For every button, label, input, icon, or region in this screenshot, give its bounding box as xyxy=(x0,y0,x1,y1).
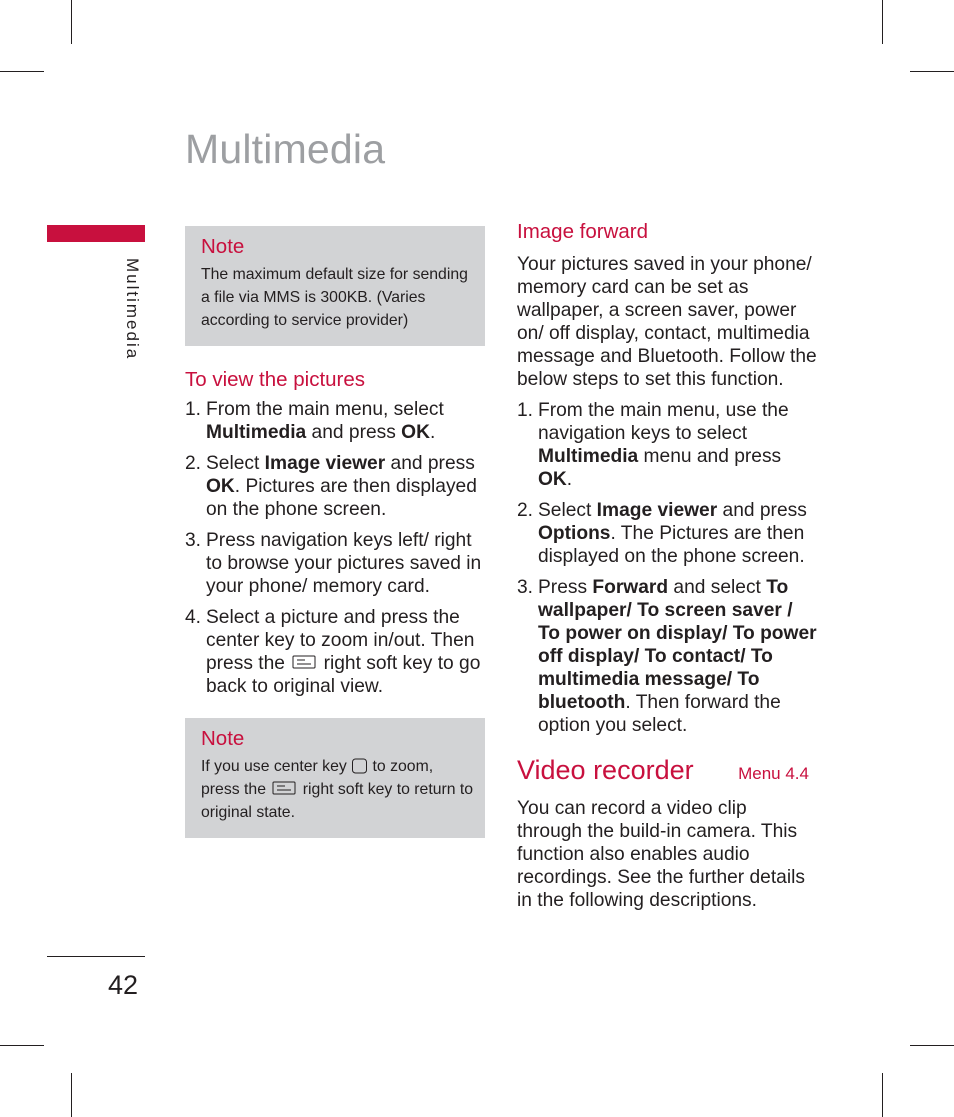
list-item: 2. Select Image viewer and press Options. The Pictures are then displayed on the phone screen. xyxy=(517,500,807,567)
soft-key-icon xyxy=(270,781,298,797)
right-column xyxy=(517,220,817,912)
video-recorder-title: Video recorder xyxy=(517,755,694,785)
note-title: Note xyxy=(201,727,245,750)
crop-mark xyxy=(882,1073,883,1117)
steps-list xyxy=(517,399,817,737)
section-tab-marker xyxy=(47,225,145,242)
side-section-label: Multimedia xyxy=(123,258,142,361)
section-intro: Your pictures saved in your phone/ memory card can be set as wallpaper, a screen saver, power on/ off display, contact, multimedia message and Bluetooth. Follow the below steps to set this function. xyxy=(517,254,817,390)
crop-mark xyxy=(910,1045,954,1046)
list-item: 1. From the main menu, use the navigation keys to select Multimedia menu and press OK. xyxy=(517,400,789,490)
steps-list xyxy=(185,398,485,698)
center-key-icon xyxy=(351,758,368,774)
note-text: The maximum default size for sending a file via MMS is 300KB. (Varies according to service provider) xyxy=(201,266,468,329)
crop-mark xyxy=(882,0,883,44)
list-item: 3. Press Forward and select To wallpaper/ To screen saver / To power on display/ To power off display/ To contact/ To multimedia message/ To bluetooth. Then forward the option you select. xyxy=(517,577,817,736)
list-item: 3. Press navigation keys left/ right to browse your pictures saved in your phone/ memory card. xyxy=(185,530,482,597)
video-recorder-header xyxy=(517,755,809,785)
crop-mark xyxy=(0,1045,44,1046)
left-column xyxy=(185,226,485,838)
crop-mark xyxy=(71,1073,72,1117)
note-title: Note xyxy=(201,235,245,258)
section-heading: To view the pictures xyxy=(185,368,366,391)
note-box xyxy=(185,226,485,346)
menu-number: Menu 4.4 xyxy=(738,764,809,783)
page-title: Multimedia xyxy=(185,126,386,172)
crop-mark xyxy=(910,71,954,72)
crop-mark xyxy=(0,71,44,72)
list-item: 4. Select a picture and press the center key to zoom in/out. Then press the right soft key to go back to original view. xyxy=(185,607,481,697)
note-text: If you use center key to zoom, press the right soft key to return to original state. xyxy=(201,758,474,821)
page-number: 42 xyxy=(108,970,139,1000)
video-recorder-text: You can record a video clip through the build-in camera. This function also enables audio recordings. See the further details in the following descriptions. xyxy=(517,798,805,911)
crop-mark xyxy=(71,0,72,44)
soft-key-icon xyxy=(290,654,318,670)
list-item: 1. From the main menu, select Multimedia and press OK. xyxy=(185,399,444,443)
list-item: 2. Select Image viewer and press OK. Pictures are then displayed on the phone screen. xyxy=(185,453,477,520)
footer-rule xyxy=(47,956,145,957)
note-box xyxy=(185,718,485,838)
section-heading: Image forward xyxy=(517,220,649,243)
